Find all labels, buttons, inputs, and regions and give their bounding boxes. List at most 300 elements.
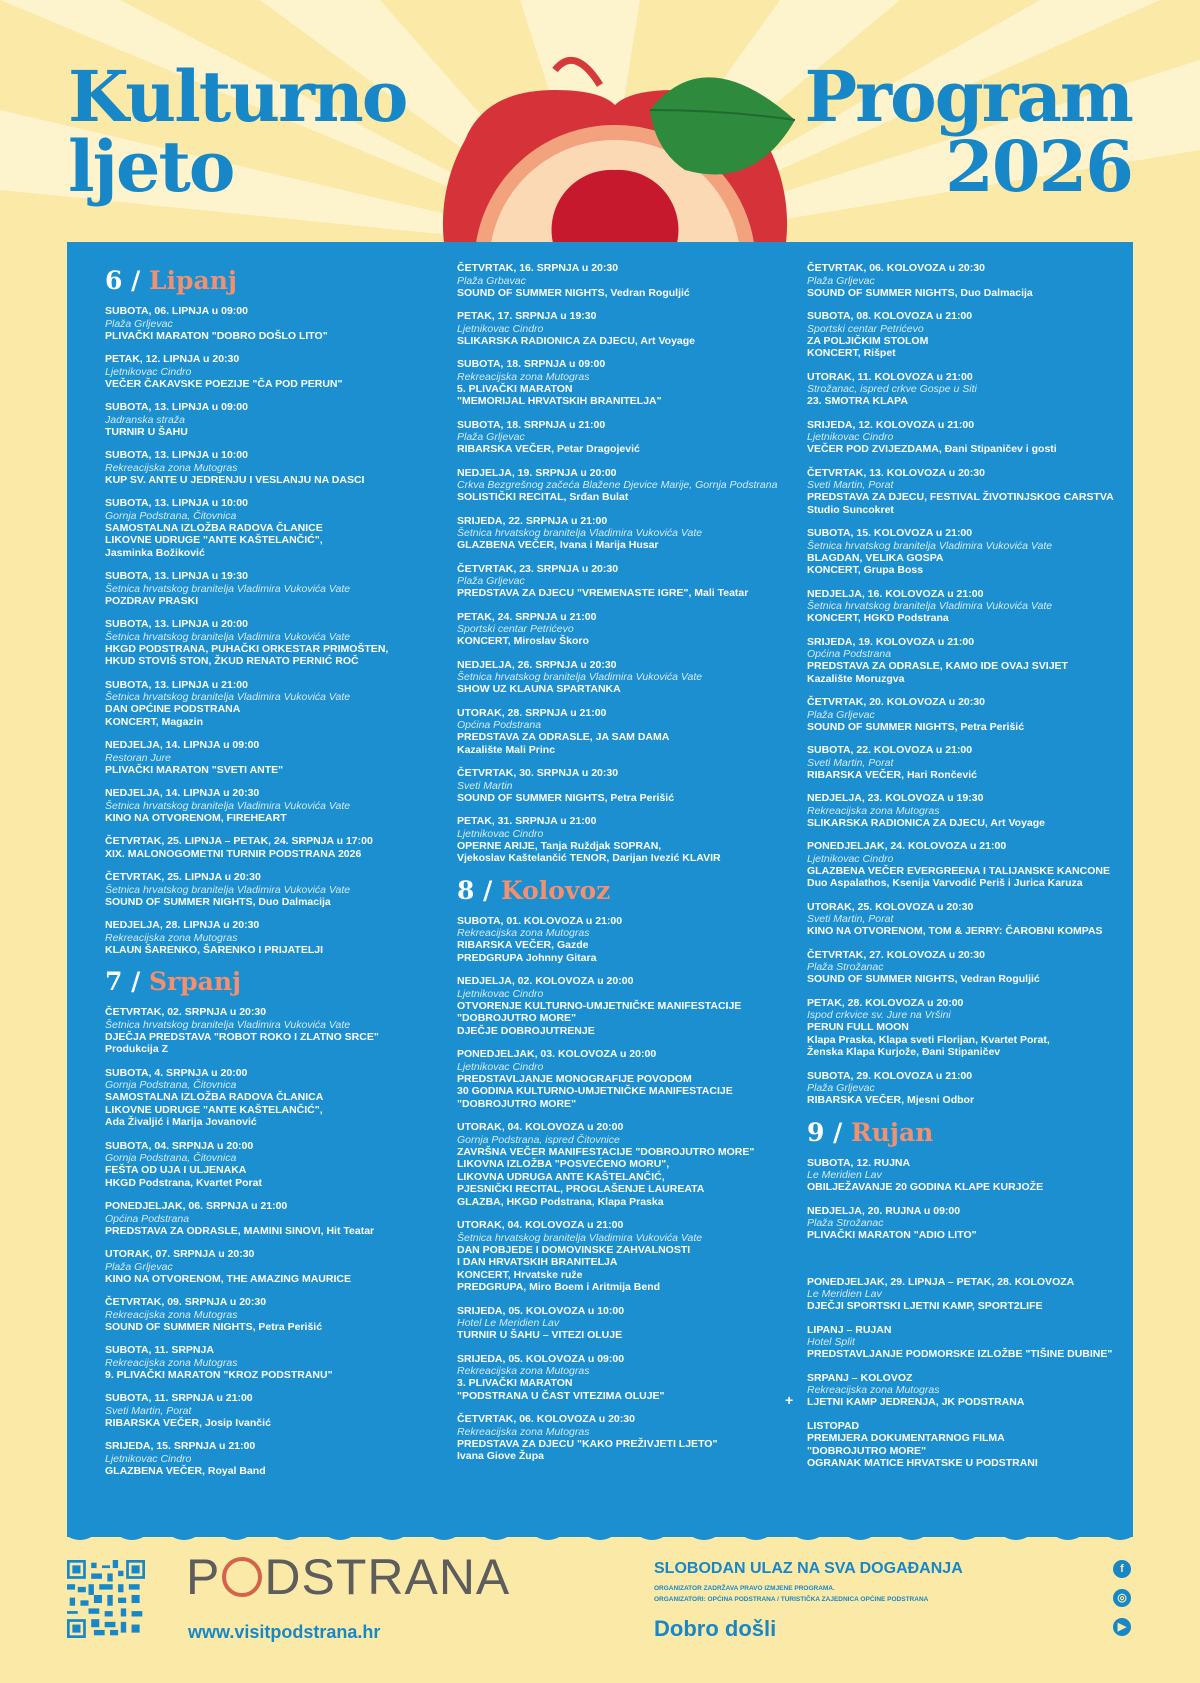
month-number: 8 / xyxy=(457,875,493,905)
event-date: ČETVRTAK, 06. KOLOVOZA u 20:30 xyxy=(457,1413,635,1425)
event-title: OGRANAK MATICE HRVATSKE U PODSTRANI xyxy=(807,1457,1038,1469)
event-item xyxy=(457,515,787,552)
event-place: Šetnica hrvatskog branitelja Vladimira Vukovića Vate xyxy=(105,799,351,812)
event-place: Plaža Grljevac xyxy=(457,575,525,587)
title-line: Kulturno xyxy=(68,55,407,138)
event-item xyxy=(457,707,787,757)
title-line: Program xyxy=(804,55,1132,138)
event-title: KONCERT, HGKD Podstrana xyxy=(807,612,949,624)
event-place: Gornja Podstrana, ispred Čitovnice xyxy=(457,1133,620,1146)
event-date: ČETVRTAK, 23. SRPNJA u 20:30 xyxy=(457,562,619,575)
event-item xyxy=(105,787,435,824)
event-place: Plaža Grljevac xyxy=(807,1082,875,1094)
event-date: SUBOTA, 11. SRPNJA u 21:00 xyxy=(105,1392,253,1404)
event-place: Restoran Jure xyxy=(105,751,171,764)
month-name: Lipanj xyxy=(148,266,237,295)
event-date: UTORAK, 04. KOLOVOZA u 20:00 xyxy=(457,1121,624,1133)
event-item xyxy=(105,1296,435,1333)
event-title: SOUND OF SUMMER NIGHTS, Duo Dalmacija xyxy=(807,286,1033,299)
event-item xyxy=(457,1048,787,1110)
event-title: HKGD Podstrana, Kvartet Porat xyxy=(105,1176,262,1189)
event-title: FEŠTA OD UJA I ULJENAKA xyxy=(105,1164,247,1176)
event-date: UTORAK, 04. KOLOVOZA u 21:00 xyxy=(457,1219,624,1231)
event-title: KINO NA OTVORENOM, TOM & JERRY: ČAROBNI KOMPAS xyxy=(807,925,1103,937)
event-item xyxy=(105,1440,435,1477)
event-title: TURNIR U ŠAHU – VITEZI OLUJE xyxy=(457,1329,623,1341)
event-place: Sveti Martin, Porat xyxy=(105,1404,192,1417)
event-place: Plaža Grljevac xyxy=(807,708,875,721)
title-line: ljeto xyxy=(68,125,234,208)
event-title: SOUND OF SUMMER NIGHTS, Petra Perišić xyxy=(457,791,675,804)
event-item xyxy=(807,636,1133,686)
event-title: PREDSTAVLJANJE PODMORSKE IZLOŽBE "TIŠINE DUBINE" xyxy=(807,1348,1113,1360)
event-item xyxy=(105,679,435,729)
event-title: PREMIJERA DOKUMENTARNOG FILMA xyxy=(807,1432,1005,1444)
event-date: UTORAK, 11. KOLOVOZA u 21:00 xyxy=(807,370,973,383)
event-title: "MEMORIJAL HRVATSKIH BRANITELJA" xyxy=(457,395,662,407)
event-item xyxy=(105,353,435,390)
event-place: Le Meridien Lav xyxy=(807,1169,882,1181)
event-place: Rekreacijska zona Mutogras xyxy=(457,927,590,939)
podstrana-logo xyxy=(186,1548,510,1606)
event-date: SUBOTA, 04. SRPNJA u 20:00 xyxy=(105,1139,254,1152)
event-place: Sportski centar Petrićevo xyxy=(457,623,574,635)
event-place: Ljetnikovac Cindro xyxy=(807,431,894,443)
event-date: UTORAK, 07. SRPNJA u 20:30 xyxy=(105,1248,255,1260)
event-date: SRIJEDA, 19. KOLOVOZA u 21:00 xyxy=(807,635,975,648)
event-title: DJEČJA PREDSTAVA "ROBOT ROKO I ZLATNO SRCE" xyxy=(105,1030,379,1043)
event-title: Ada Živaljić i Marija Jovanović xyxy=(105,1116,257,1128)
event-item xyxy=(457,262,787,299)
event-date: NEDJELJA, 28. LIPNJA u 20:30 xyxy=(105,919,260,931)
event-title: SOUND OF SUMMER NIGHTS, Duo Dalmacija xyxy=(105,895,331,908)
event-item xyxy=(807,696,1133,733)
logo-apple-icon xyxy=(222,1557,262,1597)
event-item xyxy=(807,419,1133,456)
event-place: Gornja Podstrana, Čitovnica xyxy=(105,1079,237,1091)
event-date: PETAK, 24. SRPNJA u 21:00 xyxy=(457,610,597,623)
event-date: SUBOTA, 4. SRPNJA u 20:00 xyxy=(105,1066,248,1079)
event-date: NEDJELJA, 02. KOLOVOZA u 20:00 xyxy=(457,975,634,987)
event-item xyxy=(105,401,435,438)
apple-illustration xyxy=(425,50,805,250)
event-item xyxy=(457,815,787,865)
event-place: Rekreacijska zona Mutogras xyxy=(807,1384,940,1396)
event-place: Rekreacijska zona Mutogras xyxy=(457,370,590,383)
event-title: "DOBROJUTRO MORE" xyxy=(807,1444,927,1457)
event-title: DJEČJI SPORTSKI LJETNI KAMP, SPORT2LIFE xyxy=(807,1300,1043,1312)
instagram-icon[interactable]: ◎ xyxy=(1113,1589,1131,1607)
event-date: SRPANJ – KOLOVOZ xyxy=(807,1371,913,1384)
event-title: POZDRAV PRASKI xyxy=(105,594,199,607)
event-title: Kazalište Moruzgva xyxy=(807,672,905,685)
event-place: Šetnica hrvatskog branitelja Vladimira Vukovića Vate xyxy=(807,539,1053,552)
event-item xyxy=(105,1200,435,1237)
event-title: PREDSTAVA ZA DJECU "VREMENASTE IGRE", Mali Teatar xyxy=(457,587,749,599)
event-place: Rekreacijska zona Mutogras xyxy=(457,1425,590,1438)
event-date: LISTOPAD xyxy=(807,1419,860,1432)
event-date: ČETVRTAK, 20. KOLOVOZA u 20:30 xyxy=(807,696,985,708)
event-date: NEDJELJA, 14. LIPNJA u 09:00 xyxy=(105,739,260,751)
event-title: 5. PLIVAČKI MARATON xyxy=(457,382,573,395)
event-item xyxy=(807,901,1133,938)
event-title: Produkcija Z xyxy=(105,1043,169,1055)
event-title: RIBARSKA VEČER, Hari Rončević xyxy=(807,768,977,781)
event-title: RIBARSKA VEČER, Petar Dragojević xyxy=(457,443,640,455)
event-title: XIX. MALONOGOMETNI TURNIR PODSTRANA 2026 xyxy=(105,847,362,860)
event-title: DAN OPĆINE PODSTRANA xyxy=(105,703,241,715)
event-item xyxy=(105,305,435,342)
event-title: OPERNE ARIJE, Tanja Ruždjak SOPRAN, xyxy=(457,839,662,852)
event-title: KUP SV. ANTE U JEDRENJU I VESLANJU NA DASCI xyxy=(105,473,365,486)
event-place: Crkva Bezgrešnog začeća Blažene Djevice Marije, Gornja Podstrana xyxy=(457,479,778,491)
event-date: SUBOTA, 13. LIPNJA u 19:30 xyxy=(105,570,248,582)
event-place: Šetnica hrvatskog branitelja Vladimira Vukovića Vate xyxy=(105,883,351,896)
month-number: 9 / xyxy=(807,1117,843,1147)
event-item xyxy=(105,618,435,668)
event-date: SUBOTA, 13. LIPNJA u 10:00 xyxy=(105,497,248,509)
event-title: RIBARSKA VEČER, Gazde xyxy=(457,939,589,951)
event-item xyxy=(807,371,1133,408)
event-title: PREDSTAVLJANJE MONOGRAFIJE POVODOM xyxy=(457,1072,692,1085)
event-title: "DOBROJUTRO MORE" xyxy=(457,1097,577,1110)
event-title: Vjekoslav Kaštelančić TENOR, Darijan Ivezić KLAVIR xyxy=(457,852,721,864)
event-title: SAMOSTALNA IZLOŽBA RADOVA ČLANICA xyxy=(105,1091,324,1103)
event-title: PLIVAČKI MARATON "ADIO LITO" xyxy=(807,1229,977,1241)
event-place: Sveti Martin xyxy=(457,779,513,792)
event-title: ZA POLJIČKIM STOLOM xyxy=(807,334,929,347)
free-entry-text: SLOBODAN ULAZ NA SVA DOGAĐANJA xyxy=(654,1560,963,1577)
event-item xyxy=(105,1140,435,1190)
event-title: DAN POBJEDE I DOMOVINSKE ZAHVALNOSTI xyxy=(457,1243,691,1256)
event-date: SUBOTA, 01. KOLOVOZA u 21:00 xyxy=(457,914,623,927)
wave-border xyxy=(67,1530,1133,1550)
event-item xyxy=(807,1324,1133,1361)
event-title: 30 GODINA KULTURNO-UMJETNIČKE MANIFESTACIJE xyxy=(457,1085,733,1097)
event-item xyxy=(807,744,1133,781)
event-place: Plaža Strožanac xyxy=(807,961,884,973)
event-date: SUBOTA, 13. LIPNJA u 21:00 xyxy=(105,678,248,691)
event-item xyxy=(105,871,435,908)
event-title: PREDSTAVA ZA DJECU, FESTIVAL ŽIVOTINJSKOG CARSTVA xyxy=(807,491,1114,503)
event-item xyxy=(457,419,787,456)
event-place: Hotel Le Meridien Lav xyxy=(457,1317,560,1329)
event-item xyxy=(807,949,1133,986)
event-date: UTORAK, 25. KOLOVOZA u 20:30 xyxy=(807,900,974,913)
event-place: Hotel Split xyxy=(807,1336,855,1348)
event-place: Le Meridien Lav xyxy=(807,1288,882,1300)
event-date: NEDJELJA, 26. SRPNJA u 20:30 xyxy=(457,658,617,671)
event-item xyxy=(105,919,435,956)
column-1 xyxy=(105,262,435,1488)
event-date: SUBOTA, 18. SRPNJA u 09:00 xyxy=(457,358,606,370)
event-item xyxy=(807,997,1133,1059)
event-title: PREDSTAVA ZA ODRASLE, KAMO IDE OVAJ SVIJET xyxy=(807,660,1068,672)
title-kulturno-ljeto xyxy=(68,55,407,208)
event-place: Ljetnikovac Cindro xyxy=(457,827,544,840)
event-title: LIKOVNA IZLOŽBA "POSVEĆENO MORU", xyxy=(457,1158,670,1170)
event-date: NEDJELJA, 14. LIPNJA u 20:30 xyxy=(105,787,260,799)
event-date: SUBOTA, 18. SRPNJA u 21:00 xyxy=(457,418,606,431)
event-date: SUBOTA, 29. KOLOVOZA u 21:00 xyxy=(807,1069,973,1082)
title-program-2026 xyxy=(804,55,1132,208)
event-date: PETAK, 28. KOLOVOZA u 20:00 xyxy=(807,996,964,1009)
event-title: SOUND OF SUMMER NIGHTS, Petra Perišić xyxy=(807,720,1025,733)
event-place: Plaža Grljevac xyxy=(105,317,173,330)
event-place: Plaža Strožanac xyxy=(807,1217,884,1229)
logo-text: DSTRANA xyxy=(264,1549,511,1605)
event-date: ČETVRTAK, 27. KOLOVOZA u 20:30 xyxy=(807,948,985,961)
event-title: PREDGRUPA Johnny Gitara xyxy=(457,951,597,964)
facebook-icon[interactable]: f xyxy=(1113,1560,1131,1578)
event-place: Gornja Podstrana, Čitovnica xyxy=(105,1152,237,1164)
event-title: PREDSTAVA ZA ODRASLE, MAMINI SINOVI, Hit Teatar xyxy=(105,1224,375,1237)
event-date: ČETVRTAK, 25. LIPNJA – PETAK, 24. SRPNJA u 17:00 xyxy=(105,835,373,847)
event-item xyxy=(807,1205,1133,1242)
event-item xyxy=(457,659,787,696)
event-date: SUBOTA, 13. LIPNJA u 20:00 xyxy=(105,618,248,630)
event-item xyxy=(457,611,787,648)
event-title: SLIKARSKA RADIONICA ZA DJECU, Art Voyage xyxy=(807,816,1046,829)
event-item xyxy=(105,1067,435,1129)
event-title: GLAZBENA VEČER, Royal Band xyxy=(105,1464,266,1477)
event-date: NEDJELJA, 19. SRPNJA u 20:00 xyxy=(457,466,617,479)
event-title: KONCERT, Grupa Boss xyxy=(807,564,924,576)
event-item xyxy=(807,588,1133,625)
event-date: SRIJEDA, 22. SRPNJA u 21:00 xyxy=(457,514,608,527)
event-item xyxy=(807,310,1133,360)
event-title: HKUD STOVIŠ STON, ŽKUD RENATO PERNIĆ ROČ xyxy=(105,655,359,667)
event-title: KONCERT, Hrvatske ruže xyxy=(457,1268,583,1281)
event-title: GLAZBENA VEČER, Ivana i Marija Husar xyxy=(457,539,659,551)
event-date: SUBOTA, 22. KOLOVOZA u 21:00 xyxy=(807,744,973,756)
welcome-text: Dobro došli xyxy=(654,1616,777,1641)
event-item xyxy=(807,262,1133,299)
month-name: Kolovoz xyxy=(500,875,611,905)
event-title: SOUND OF SUMMER NIGHTS, Vedran Roguljić xyxy=(457,286,690,299)
event-place: Općina Podstrana xyxy=(807,648,892,660)
event-title: OBILJEŽAVANJE 20 GODINA KLAPE KURJOŽE xyxy=(807,1181,1044,1193)
event-title: PERUN FULL MOON xyxy=(807,1021,909,1033)
event-place: Plaža Grljevac xyxy=(457,431,525,443)
event-title: PREDSTAVA ZA DJECU "KAKO PREŽIVJETI LJETO" xyxy=(457,1437,718,1450)
event-title: KLAUN ŠARENKO, ŠARENKO I PRIJATELJI xyxy=(105,943,323,956)
event-title: Studio Suncokret xyxy=(807,503,894,516)
event-item xyxy=(457,358,787,408)
event-place: Rekreacijska zona Mutogras xyxy=(105,1356,238,1369)
event-title: BLAGDAN, VELIKA GOSPA xyxy=(807,551,944,564)
event-place: Šetnica hrvatskog branitelja Vladimira Vukovića Vate xyxy=(807,600,1053,612)
event-date: SRIJEDA, 15. SRPNJA u 21:00 xyxy=(105,1440,256,1452)
event-place: Sveti Martin, Porat xyxy=(807,913,894,925)
event-place: Ljetnikovac Cindro xyxy=(457,987,544,1000)
event-date: ČETVRTAK, 02. SRPNJA u 20:30 xyxy=(105,1006,267,1018)
plus-sign: + xyxy=(785,1392,794,1408)
event-title: 23. SMOTRA KLAPA xyxy=(807,395,908,407)
event-title: PLIVAČKI MARATON "SVETI ANTE" xyxy=(105,763,284,776)
event-date: PONEDJELJAK, 24. KOLOVOZA u 21:00 xyxy=(807,840,1007,852)
event-date: ČETVRTAK, 13. KOLOVOZA u 20:30 xyxy=(807,466,985,479)
month-number: 7 / xyxy=(105,967,141,996)
event-title: RIBARSKA VEČER, Josip Ivančić xyxy=(105,1416,271,1429)
event-date: ČETVRTAK, 30. SRPNJA u 20:30 xyxy=(457,767,619,779)
event-date: UTORAK, 28. SRPNJA u 21:00 xyxy=(457,706,607,719)
event-date: PONEDJELJAK, 29. LIPNJA – PETAK, 28. KOLOVOZA xyxy=(807,1275,1075,1288)
event-date: PETAK, 31. SRPNJA u 21:00 xyxy=(457,815,597,827)
event-place: Rekreacijska zona Mutogras xyxy=(105,931,238,944)
event-date: ČETVRTAK, 16. SRPNJA u 20:30 xyxy=(457,262,619,274)
event-place: Šetnica hrvatskog branitelja Vladimira Vukovića Vate xyxy=(457,527,703,539)
column-2 xyxy=(457,262,787,1474)
event-date: SUBOTA, 13. LIPNJA u 10:00 xyxy=(105,449,248,461)
event-title: KONCERT, Magazin xyxy=(105,715,204,728)
event-place: Rekreacijska zona Mutogras xyxy=(105,1308,238,1321)
event-date: PONEDJELJAK, 06. SRPNJA u 21:00 xyxy=(105,1200,288,1212)
month-heading xyxy=(807,1118,1133,1147)
month-heading xyxy=(457,876,787,905)
event-item xyxy=(105,1006,435,1056)
event-title: VEČER POD ZVIJEZDAMA, Đani Stipaničev i gosti xyxy=(807,443,1057,455)
event-title: KINO NA OTVORENOM, THE AMAZING MAURICE xyxy=(105,1272,351,1285)
event-item xyxy=(457,1305,787,1342)
website-link[interactable]: www.visitpodstrana.hr xyxy=(188,1622,381,1642)
event-place: Rekreacijska zona Mutogras xyxy=(807,804,940,817)
event-title: SLIKARSKA RADIONICA ZA DJECU, Art Voyage xyxy=(457,334,696,347)
event-date: SUBOTA, 11. SRPNJA xyxy=(105,1344,214,1356)
event-title: Duo Aspalathos, Ksenija Varvodić Periš i Jurica Karuza xyxy=(807,877,1083,889)
event-item xyxy=(457,467,787,504)
title-line: 2026 xyxy=(945,125,1132,208)
event-title: 3. PLIVAČKI MARATON xyxy=(457,1377,573,1389)
event-place: Ljetnikovac Cindro xyxy=(457,1060,544,1073)
event-date: NEDJELJA, 20. RUJNA u 09:00 xyxy=(807,1204,961,1217)
event-place: Šetnica hrvatskog branitelja Vladimira Vukovića Vate xyxy=(105,1018,351,1031)
event-date: ČETVRTAK, 06. KOLOVOZA u 20:30 xyxy=(807,262,985,274)
event-item xyxy=(105,497,435,559)
event-title: KINO NA OTVORENOM, FIREHEART xyxy=(105,811,287,824)
event-title: Klapa Praska, Klapa sveti Florijan, Kvartet Porat, xyxy=(807,1033,1050,1046)
event-item xyxy=(105,449,435,486)
event-title: PREDGRUPA, Miro Boem i Aritmija Bend xyxy=(457,1281,661,1293)
event-date: SUBOTA, 06. LIPNJA u 09:00 xyxy=(105,305,248,317)
event-title: OTVORENJE KULTURNO-UMJETNIČKE MANIFESTACIJE xyxy=(457,999,742,1012)
event-place: Plaža Grljevac xyxy=(105,1260,173,1273)
event-item xyxy=(457,915,787,965)
event-place: Šetnica hrvatskog branitelja Vladimira Vukovića Vate xyxy=(105,582,351,595)
event-item xyxy=(807,840,1133,890)
event-date: SRIJEDA, 12. KOLOVOZA u 21:00 xyxy=(807,418,975,431)
event-title: GLAZBA, HKGD Podstrana, Klapa Praska xyxy=(457,1195,664,1208)
event-date: PETAK, 12. LIPNJA u 20:30 xyxy=(105,353,240,365)
event-title: I DAN HRVATSKIH BRANITELJA xyxy=(457,1256,618,1268)
event-place: Sveti Martin, Porat xyxy=(807,479,894,491)
event-title: LJETNI KAMP JEDRENJA, JK PODSTRANA xyxy=(807,1396,1025,1408)
event-title: TURNIR U ŠAHU xyxy=(105,425,188,438)
event-item xyxy=(457,1121,787,1208)
event-place: Ljetnikovac Cindro xyxy=(807,852,894,865)
qr-code[interactable] xyxy=(67,1560,145,1638)
event-title: Kazalište Mali Princ xyxy=(457,743,556,756)
event-item xyxy=(105,1248,435,1285)
event-title: LIKOVNE UDRUGE "ANTE KAŠTELANČIĆ", xyxy=(105,534,323,546)
event-place: Rekreacijska zona Mutogras xyxy=(457,1365,590,1377)
event-place: Šetnica hrvatskog branitelja Vladimira Vukovića Vate xyxy=(105,691,351,703)
event-item xyxy=(807,1372,1133,1409)
event-title: SAMOSTALNA IZLOŽBA RADOVA ČLANICE xyxy=(105,521,323,534)
event-place: Općina Podstrana xyxy=(457,719,542,731)
event-place: Ljetnikovac Cindro xyxy=(105,1452,192,1465)
event-title: Ivana Giove Župa xyxy=(457,1450,544,1462)
event-title: PLIVAČKI MARATON "DOBRO DOŠLO LITO" xyxy=(105,329,328,342)
event-date: SUBOTA, 12. RUJNA xyxy=(807,1156,911,1169)
event-date: NEDJELJA, 23. KOLOVOZA u 19:30 xyxy=(807,792,984,804)
event-title: KONCERT, Rišpet xyxy=(807,347,896,359)
event-item xyxy=(807,792,1133,829)
event-place: Šetnica hrvatskog branitelja Vladimira Vukovića Vate xyxy=(457,1231,703,1244)
event-title: VEČER ČAKAVSKE POEZIJE "ČA POD PERUN" xyxy=(105,377,343,390)
event-item xyxy=(457,1413,787,1463)
month-number: 6 / xyxy=(105,266,141,295)
month-heading xyxy=(105,967,435,996)
event-title: SOUND OF SUMMER NIGHTS, Vedran Roguljić xyxy=(807,973,1040,985)
event-place: Gornja Podstrana, Čitovnica xyxy=(105,509,237,522)
event-title: "DOBROJUTRO MORE" xyxy=(457,1012,577,1024)
event-item xyxy=(807,1070,1133,1107)
event-title: LIKOVNA UDRUGA ANTE KAŠTELANČIĆ, xyxy=(457,1170,665,1183)
youtube-icon[interactable]: ▶ xyxy=(1113,1618,1131,1636)
event-place: Strožanac, ispred crkve Gospe u Siti xyxy=(807,383,977,395)
logo-letter: P xyxy=(186,1549,221,1605)
event-title: "PODSTRANA U ČAST VITEZIMA OLUJE" xyxy=(457,1389,665,1402)
event-title: SHOW UZ KLAUNA SPARTANKA xyxy=(457,683,621,695)
event-date: ČETVRTAK, 09. SRPNJA u 20:30 xyxy=(105,1296,267,1308)
event-date: SUBOTA, 15. KOLOVOZA u 21:00 xyxy=(807,527,973,539)
event-date: SUBOTA, 08. KOLOVOZA u 21:00 xyxy=(807,310,973,322)
event-item xyxy=(105,835,435,860)
event-item xyxy=(105,739,435,776)
column-3 xyxy=(807,262,1133,1481)
event-place: Plaža Grljevac xyxy=(807,274,875,287)
program-change-note: ORGANIZATOR ZADRŽAVA PRAVO IZMJENE PROGRAMA. xyxy=(654,1585,835,1592)
event-place: Sveti Martin, Porat xyxy=(807,756,894,769)
event-title: RIBARSKA VEČER, Mjesni Odbor xyxy=(807,1094,975,1106)
event-place: Rekreacijska zona Mutogras xyxy=(105,461,238,474)
event-title: ZAVRŠNA VEČER MANIFESTACIJE "DOBROJUTRO MORE" xyxy=(457,1145,755,1158)
event-place: Općina Podstrana xyxy=(105,1212,190,1225)
month-name: Srpanj xyxy=(148,967,242,996)
event-title: DJEČJE DOBROJUTRENJE xyxy=(457,1024,595,1037)
event-place: Ljetnikovac Cindro xyxy=(457,322,544,335)
organizers-note: ORGANIZATORI: OPĆINA PODSTRANA / TURISTIČKA ZAJEDNICA OPĆINE PODSTRANA xyxy=(654,1596,929,1603)
event-item xyxy=(457,310,787,347)
event-item xyxy=(457,563,787,600)
event-title: GLAZBENA VEČER EVERGREENA I TALIJANSKE KANCONE xyxy=(807,864,1110,877)
event-place: Plaža Grbavac xyxy=(457,274,526,287)
event-item xyxy=(457,1219,787,1294)
event-item xyxy=(105,1344,435,1381)
event-place: Ispod crkvice sv. Jure na Vršini xyxy=(807,1009,951,1021)
month-name: Rujan xyxy=(850,1117,934,1147)
event-item xyxy=(457,1353,787,1403)
month-heading xyxy=(105,266,435,295)
event-place: Šetnica hrvatskog branitelja Vladimira Vukovića Vate xyxy=(457,671,703,683)
event-title: KONCERT, Miroslav Škoro xyxy=(457,635,589,647)
event-title: LIKOVNE UDRUGE "ANTE KAŠTELANČIĆ", xyxy=(105,1103,323,1116)
event-item xyxy=(457,767,787,804)
event-item xyxy=(807,1420,1133,1470)
event-place: Ljetnikovac Cindro xyxy=(105,365,192,378)
event-date: PETAK, 17. SRPNJA u 19:30 xyxy=(457,310,597,322)
